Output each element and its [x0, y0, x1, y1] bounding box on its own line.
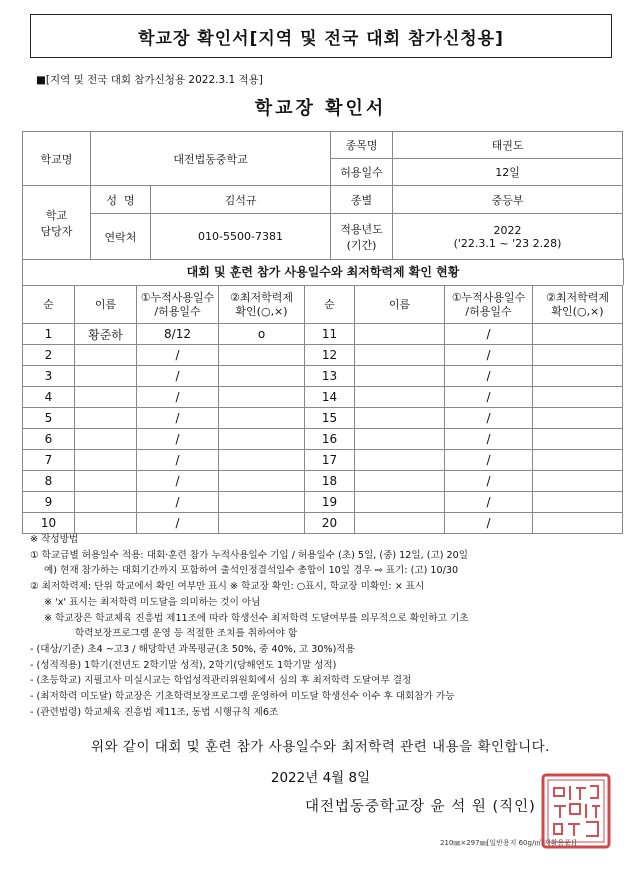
row-no-right: 11	[305, 324, 355, 345]
instructions	[30, 532, 625, 720]
paper-size-note: 210㎜×297㎜[일반용지 60g/㎡(재활용품)]	[440, 839, 577, 847]
manager-label-line2: 담당자	[40, 224, 73, 238]
header-days	[137, 286, 219, 324]
row-days-right: /	[445, 408, 533, 429]
header-days-right-line1: ①누적사용일수	[451, 290, 526, 304]
table-row	[23, 408, 623, 429]
row-min	[219, 450, 305, 471]
header-no: 순	[23, 286, 75, 324]
row-name-right	[355, 366, 445, 387]
row-name-right	[355, 429, 445, 450]
manager-label-line1: 학교	[45, 208, 68, 222]
row-no-right: 14	[305, 387, 355, 408]
row-days: 8/12	[137, 324, 219, 345]
row-no: 9	[23, 492, 75, 513]
row-days-right: /	[445, 387, 533, 408]
row-name	[75, 366, 137, 387]
document-title: 학교장 확인서	[254, 98, 387, 119]
row-name-right	[355, 324, 445, 345]
table-row	[23, 429, 623, 450]
year-label-line1: 적용년도	[340, 222, 383, 236]
header-days-right	[445, 286, 533, 324]
row-days: /	[137, 450, 219, 471]
table-row	[23, 387, 623, 408]
header-min-right-line2: 확인(○,×)	[551, 304, 604, 318]
table-row	[23, 471, 623, 492]
row-no-right: 12	[305, 345, 355, 366]
manager-label	[23, 186, 91, 260]
manager-name-value: 김석규	[151, 186, 331, 214]
row-days-right: /	[445, 324, 533, 345]
principal-signature: 대전법동중학교장 윤 석 원 (직인)	[305, 799, 536, 815]
school-info-table	[22, 131, 623, 260]
row-days-right: /	[445, 513, 533, 534]
row-min: o	[219, 324, 305, 345]
row-name	[75, 450, 137, 471]
instruction-line: ① 학교급별 허용일수 적용: 대회·훈련 참가 누적사용일수 기입 / 허용일수 (초) 5일, (중) 12일, (고) 20일	[30, 549, 469, 561]
header-min-right	[533, 286, 623, 324]
usage-grid	[22, 285, 623, 534]
header-min-line2: 확인(○,×)	[235, 304, 288, 318]
row-min	[219, 408, 305, 429]
form-note: ■[지역 및 전국 대회 참가신청용 2022.3.1 적용]	[36, 74, 263, 86]
allowed-days-label: 허용일수	[331, 159, 393, 186]
table-row	[23, 324, 623, 345]
year-value	[393, 214, 623, 260]
year-label	[331, 214, 393, 260]
section-title: 대회 및 훈련 참가 사용일수와 최저학력제 확인 현황	[22, 258, 624, 285]
instruction-line: - (최저학력 미도달) 학교장은 기초학력보장프로그램 운영하여 미도달 학생선수 이수 후 대회참가 가능	[30, 691, 455, 703]
row-min	[219, 345, 305, 366]
school-name-value: 대전법동중학교	[91, 132, 331, 186]
header-days-right-line2: /허용일수	[465, 304, 512, 318]
header-days-line2: /허용일수	[154, 304, 201, 318]
confirmation-text: 위와 같이 대회 및 훈련 참가 사용일수와 최저학력 관련 내용을 확인합니다.	[91, 739, 550, 755]
official-seal-icon	[540, 772, 612, 850]
row-days: /	[137, 429, 219, 450]
row-min-right	[533, 450, 623, 471]
grid-header-row	[23, 286, 623, 324]
row-days-right: /	[445, 366, 533, 387]
row-name-right	[355, 471, 445, 492]
instruction-line: ※ 학교장은 학교체육 진흥법 제11조에 따라 학생선수 최저학력 도달여부를 의무적으로 확인하고 기초	[44, 612, 469, 624]
table-row	[23, 345, 623, 366]
row-days: /	[137, 408, 219, 429]
issue-date: 2022년 4월 8일	[270, 770, 371, 786]
row-min	[219, 471, 305, 492]
row-no: 3	[23, 366, 75, 387]
table-row	[23, 492, 623, 513]
instruction-line: 예) 현재 참가하는 대회기간까지 포함하여 출석인정결석일수 총합이 10일 경우 ⇨ 표기: (고) 10/30	[44, 565, 459, 577]
row-days-right: /	[445, 471, 533, 492]
row-days-right: /	[445, 345, 533, 366]
event-label: 종목명	[331, 132, 393, 159]
category-label: 종별	[331, 186, 393, 214]
row-days: /	[137, 345, 219, 366]
row-days: /	[137, 366, 219, 387]
instruction-line: 학력보장프로그램 운영 등 적절한 조치를 취하여야 함	[75, 628, 298, 640]
row-no-right: 20	[305, 513, 355, 534]
row-days: /	[137, 513, 219, 534]
year-value-line2: ('22.3.1 ~ '23 2.28)	[453, 236, 562, 250]
row-days-right: /	[445, 492, 533, 513]
row-days: /	[137, 471, 219, 492]
row-min-right	[533, 345, 623, 366]
event-value: 태권도	[393, 132, 623, 159]
row-no: 8	[23, 471, 75, 492]
year-label-line2: (기간)	[346, 238, 377, 252]
row-no: 1	[23, 324, 75, 345]
row-no: 4	[23, 387, 75, 408]
instruction-line: ※ 'x' 표시는 최저학력 미도달을 의미하는 것이 아님	[44, 596, 261, 608]
row-min-right	[533, 324, 623, 345]
row-days: /	[137, 387, 219, 408]
instruction-line: - (성적적용) 1학기(전년도 2학기말 성적), 2학기(당해연도 1학기말 성적)	[30, 659, 337, 671]
row-no-right: 13	[305, 366, 355, 387]
row-days: /	[137, 492, 219, 513]
manager-name-label: 성 명	[91, 186, 151, 214]
row-name-right	[355, 450, 445, 471]
instruction-line: - (초등학교) 지필고사 미실시교는 학업성적관리위원회에서 심의 후 최저학력 도달여부 결정	[30, 675, 412, 687]
row-min	[219, 429, 305, 450]
category-value: 중등부	[393, 186, 623, 214]
school-name-label: 학교명	[23, 132, 91, 186]
header-min-line1: ②최저학력제	[230, 290, 293, 304]
row-min-right	[533, 513, 623, 534]
row-min	[219, 513, 305, 534]
row-name-right	[355, 408, 445, 429]
row-no-right: 18	[305, 471, 355, 492]
header-title: 학교장 확인서[지역 및 전국 대회 참가신청용]	[30, 14, 612, 58]
instruction-line: - (관련법령) 학교체육 진흥법 제11조, 동법 시행규칙 제6조	[30, 706, 279, 718]
row-name: 황준하	[75, 324, 137, 345]
header-min-right-line1: ②최저학력제	[546, 290, 609, 304]
row-name	[75, 513, 137, 534]
table-row	[23, 450, 623, 471]
header-name-right: 이름	[355, 286, 445, 324]
header-min	[219, 286, 305, 324]
row-no-right: 16	[305, 429, 355, 450]
instruction-line: - (대상/기준) 초4 ~고3 / 해당학년 과목평균(초 50%, 중 40%, 고 30%)적용	[30, 643, 355, 655]
row-name	[75, 345, 137, 366]
row-no: 6	[23, 429, 75, 450]
row-name	[75, 492, 137, 513]
row-min-right	[533, 471, 623, 492]
header-days-line1: ①누적사용일수	[140, 290, 215, 304]
row-min-right	[533, 408, 623, 429]
row-name-right	[355, 387, 445, 408]
row-name	[75, 387, 137, 408]
row-min-right	[533, 492, 623, 513]
row-min	[219, 387, 305, 408]
row-name	[75, 471, 137, 492]
row-name-right	[355, 492, 445, 513]
table-row	[23, 513, 623, 534]
row-min-right	[533, 366, 623, 387]
row-no-right: 15	[305, 408, 355, 429]
row-no: 10	[23, 513, 75, 534]
table-row	[23, 366, 623, 387]
row-days-right: /	[445, 429, 533, 450]
header-name: 이름	[75, 286, 137, 324]
header-no-right: 순	[305, 286, 355, 324]
row-name	[75, 408, 137, 429]
row-min	[219, 492, 305, 513]
row-days-right: /	[445, 450, 533, 471]
row-name-right	[355, 345, 445, 366]
row-min-right	[533, 387, 623, 408]
row-min	[219, 366, 305, 387]
row-name	[75, 429, 137, 450]
contact-value: 010-5500-7381	[151, 214, 331, 260]
allowed-days-value: 12일	[393, 159, 623, 186]
row-no-right: 17	[305, 450, 355, 471]
row-no: 5	[23, 408, 75, 429]
instruction-line: ② 최저학력제: 단위 학교에서 확인 여부만 표시 ※ 학교장 확인: ○표시, 학교장 미확인: × 표시	[30, 581, 425, 593]
row-no: 7	[23, 450, 75, 471]
year-value-line1: 2022	[493, 223, 522, 237]
row-min-right	[533, 429, 623, 450]
row-name-right	[355, 513, 445, 534]
row-no: 2	[23, 345, 75, 366]
instruction-line: ※ 작성방법	[30, 534, 79, 545]
contact-label: 연락처	[91, 214, 151, 260]
row-no-right: 19	[305, 492, 355, 513]
